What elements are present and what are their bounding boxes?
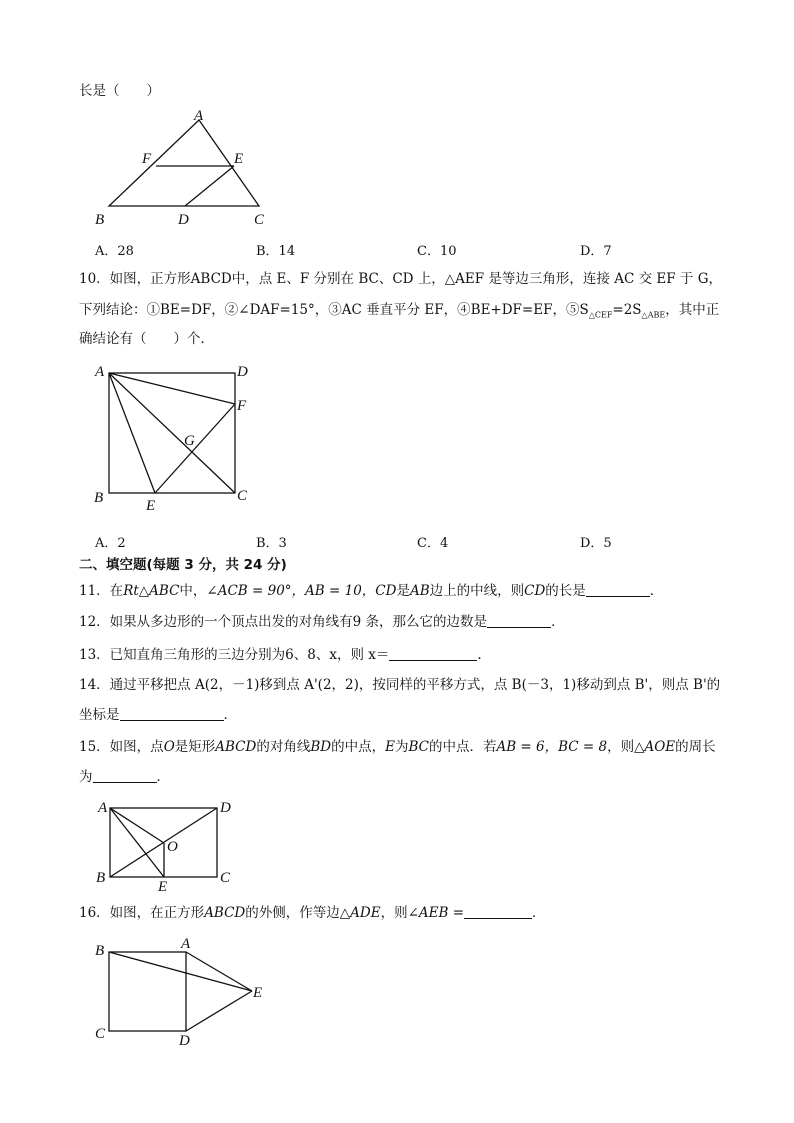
q13: 13．已知直角三角形的三边分别为6、8、x，则 x＝ . (79, 647, 482, 663)
q10-line3: 确结论有（ ）个． (79, 331, 214, 347)
q16: 16．如图，在正方形ABCD的外侧，作等边△ADE，则∠AEB = ． (79, 905, 546, 921)
q10-label-b: B (94, 490, 104, 506)
q9-text: 长是（ ） (79, 83, 160, 99)
q16-label-b: B (95, 943, 105, 959)
q10-segment-af (109, 373, 235, 404)
q15-figure (90, 798, 250, 893)
q15-line1: 15．如图，点O是矩形ABCD的对角线BD的中点，E为BC的中点．若AB = 6，BC = 8，则△AOE的周长 (79, 739, 716, 755)
q15-answer-blank[interactable] (93, 768, 157, 783)
q10-option-b: B．3 (256, 536, 287, 551)
q9-label-e: E (234, 151, 244, 167)
q9-figure (90, 100, 290, 235)
q11: 11．在Rt△ABC中，∠ACB = 90°，AB = 10，CD是AB边上的中线，则CD的长是 ． (79, 583, 664, 599)
q15-label-d: D (220, 800, 231, 816)
q15-line2: 为 ． (79, 769, 170, 785)
q16-segment-be (109, 952, 252, 991)
q9-label-f: F (142, 151, 152, 167)
q15-label-a: A (98, 800, 108, 816)
q15-label-e: E (158, 879, 168, 895)
q9-label-a: A (194, 108, 204, 124)
q14-answer-blank[interactable] (120, 706, 224, 721)
q15-segment-ao (110, 808, 164, 843)
q16-label-a: A (181, 936, 191, 952)
q10-line1: 10．如图，正方形ABCD中，点 E、F 分别在 BC、CD 上，△AEF 是等边三角形，连接 AC 交 EF 于 G， (79, 271, 722, 287)
q16-square (109, 952, 186, 1031)
q10-segment-ef (155, 404, 235, 493)
q16-label-c: C (95, 1026, 106, 1042)
q9-segment-ed (185, 166, 234, 206)
q12-answer-blank[interactable] (487, 613, 551, 628)
q15-label-o: O (167, 839, 178, 855)
q12: 12．如果从多边形的一个顶点出发的对角线有9 条，那么它的边数是 ． (79, 614, 565, 630)
q10-line2: 下列结论：①BE=DF，②∠DAF=15°，③AC 垂直平分 EF，④BE+DF=EF，$⑤S_{\triangle CEF}=2S_{\triangle ABE}$，其中正 (79, 302, 720, 320)
q16-segment-de (186, 991, 252, 1031)
q10-option-c: C．4 (417, 536, 449, 551)
q16-label-d: D (179, 1033, 190, 1049)
q13-answer-blank[interactable] (389, 646, 477, 661)
q10-segment-ae (109, 373, 155, 493)
section-title: 二、填空题(每题 3 分，共 24 分) (79, 557, 287, 573)
q10-label-e: E (146, 498, 156, 514)
q9-option-a: A．28 (95, 244, 134, 259)
q9-label-c: C (254, 212, 265, 228)
q9-option-c: C．10 (417, 244, 457, 259)
q10-label-f: F (237, 398, 247, 414)
q16-segment-ae (186, 952, 252, 991)
q15-label-b: B (96, 870, 106, 886)
q14-line1: 14．通过平移把点 A(2，－1)移到点 A'(2，2)，按同样的平移方式，点 B(－3，1)移动到点 B'，则点 B'的 (79, 677, 721, 693)
q15-segment-ae (110, 808, 164, 877)
q16-label-e: E (253, 985, 263, 1001)
q11-answer-blank[interactable] (586, 582, 650, 597)
q9-label-b: B (95, 212, 105, 228)
q16-figure (90, 935, 280, 1050)
q14-line2: 坐标是 ． (79, 707, 237, 723)
q10-label-c: C (237, 488, 248, 504)
q9-option-b: B．14 (256, 244, 296, 259)
q10-option-a: A．2 (95, 536, 126, 551)
q10-label-d: D (237, 364, 248, 380)
q10-option-d: D．5 (580, 536, 612, 551)
q16-answer-blank[interactable] (464, 904, 532, 919)
q15-label-c: C (220, 870, 231, 886)
q10-label-a: A (95, 364, 105, 380)
q9-label-d: D (178, 212, 189, 228)
q10-label-g: G (184, 433, 195, 449)
q9-option-d: D．7 (580, 244, 612, 259)
q10-figure (90, 360, 260, 515)
